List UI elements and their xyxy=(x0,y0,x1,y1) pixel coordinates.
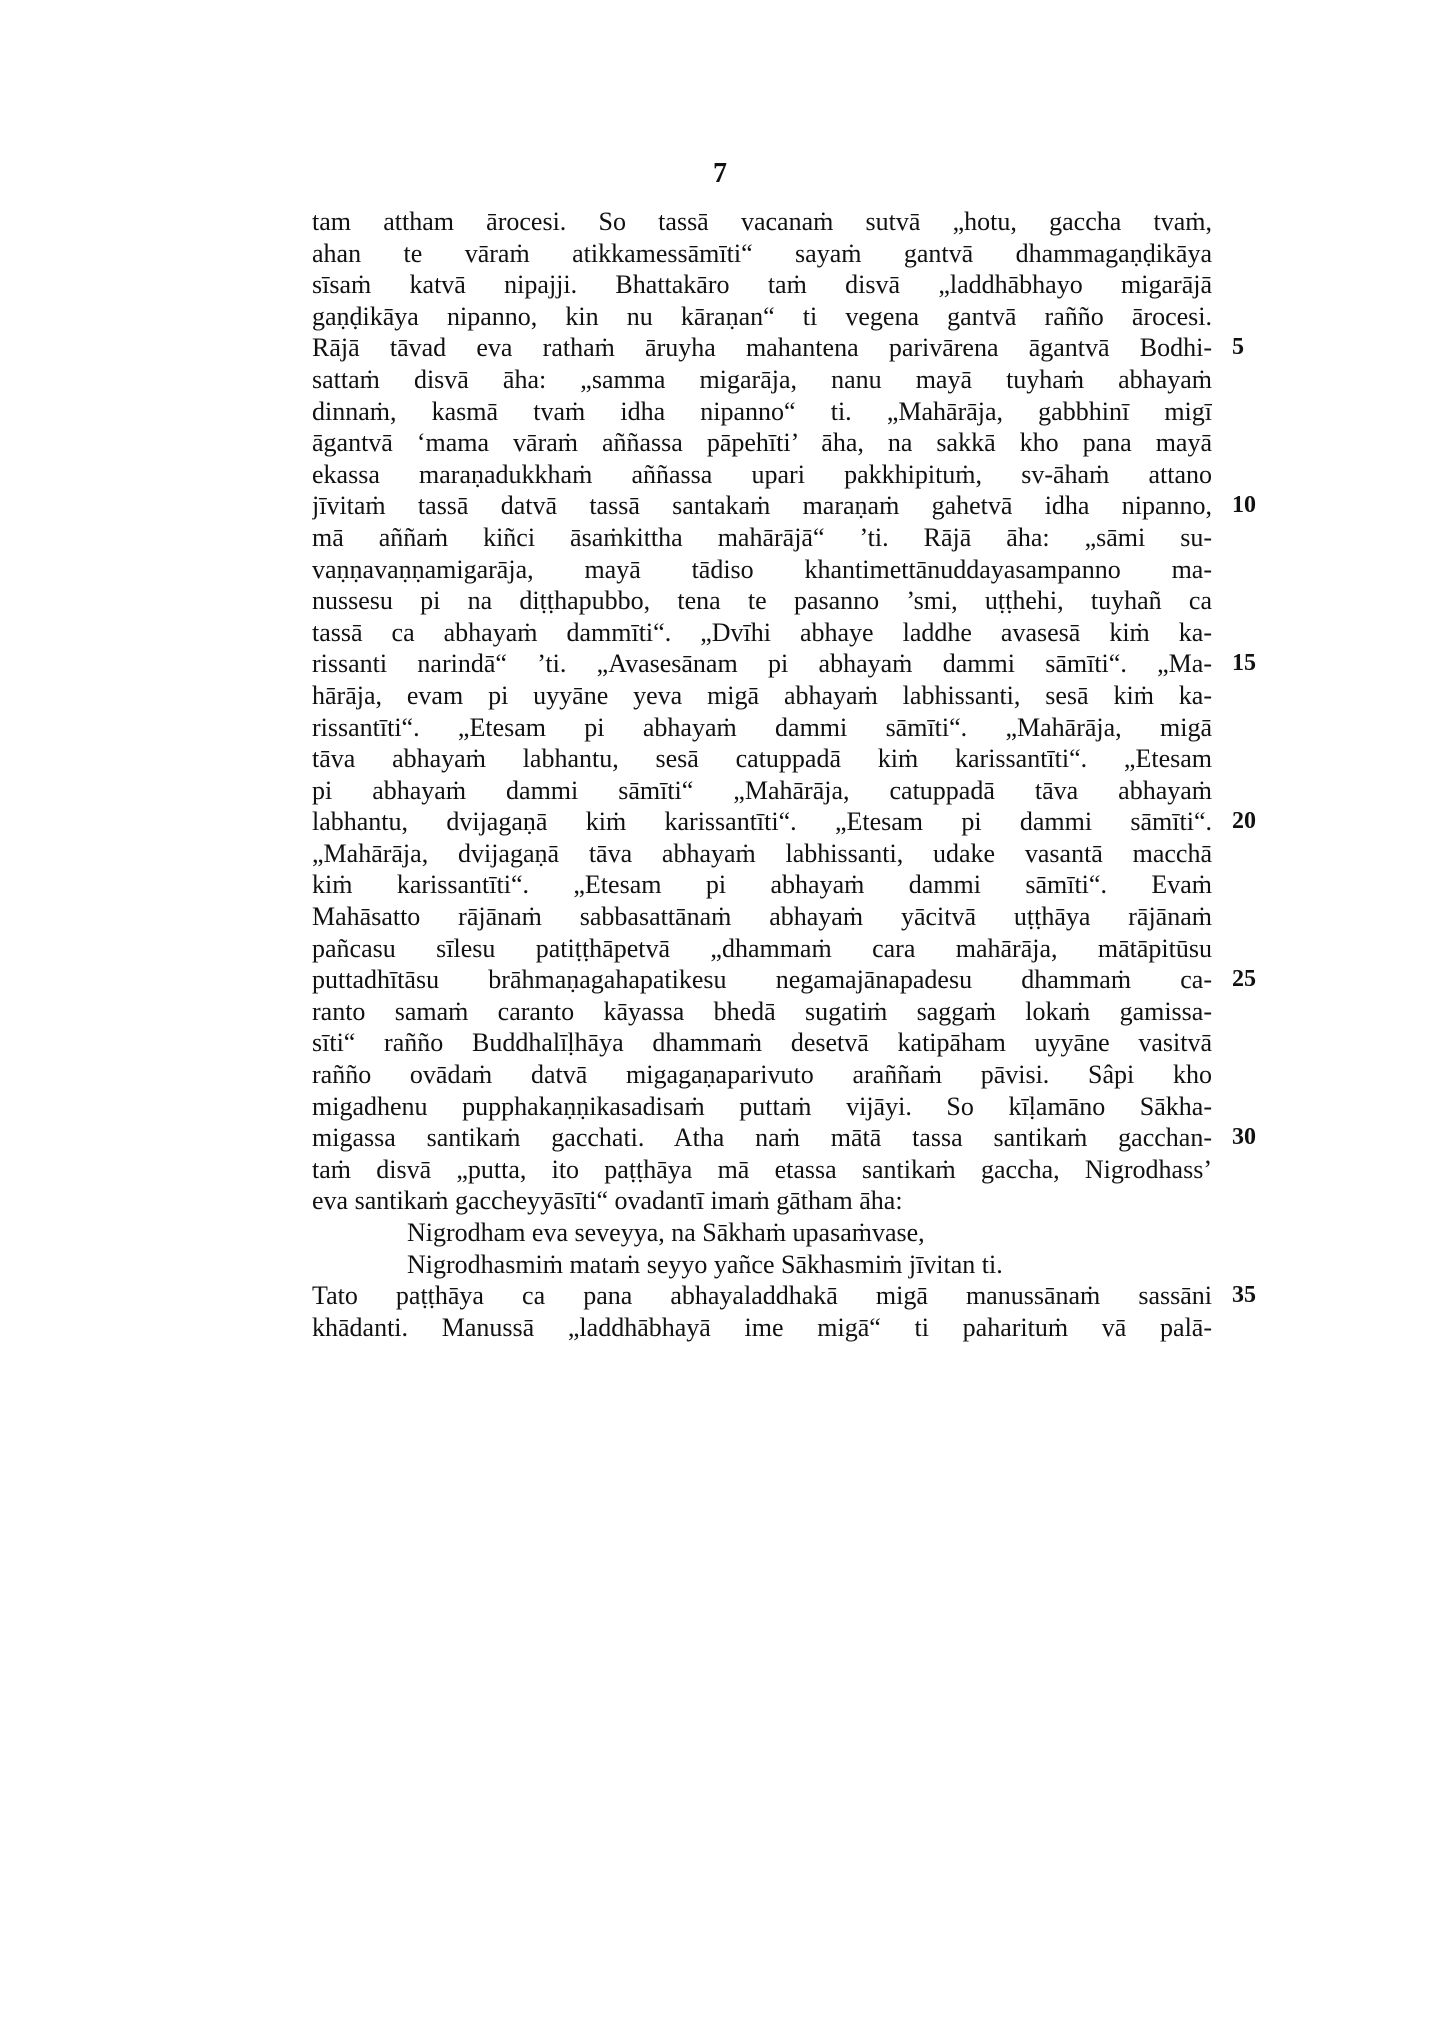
line-number: 35 xyxy=(1232,1282,1256,1309)
verse-line xyxy=(312,1249,1212,1281)
line-text: hārāja, evam pi uyyāne yeva migā abhayaṁ labhissanti, sesā kiṁ ka- xyxy=(312,680,1212,710)
line-number: 10 xyxy=(1232,492,1256,519)
text-line xyxy=(312,964,1256,996)
text-line xyxy=(312,269,1212,301)
line-text: pañcasu sīlesu patiṭṭhāpetvā „dhammaṁ cara mahārāja, mātāpitūsu xyxy=(312,933,1212,963)
line-text: nussesu pi na diṭṭhapubbo, tena te pasanno ’smi, uṭṭhehi, tuyhañ ca xyxy=(312,586,1212,616)
text-line xyxy=(312,554,1212,586)
text-line xyxy=(312,743,1212,775)
text-line xyxy=(312,1027,1212,1059)
text-line xyxy=(312,933,1212,965)
text-line xyxy=(312,427,1212,459)
text-line xyxy=(312,806,1256,838)
text-line xyxy=(312,838,1212,870)
line-text: rañño ovādaṁ datvā migagaṇaparivuto araññaṁ pāvisi. Sâpi kho xyxy=(312,1060,1212,1090)
text-line xyxy=(312,901,1212,933)
line-text: tassā ca abhayaṁ dammīti“. „Dvīhi abhaye laddhe avasesā kiṁ ka- xyxy=(312,617,1212,647)
line-text: taṁ disvā „putta, ito paṭṭhāya mā etassa santikaṁ gaccha, Nigrodhass’ xyxy=(312,1154,1212,1184)
text-line xyxy=(312,1185,1212,1217)
line-text: rissantīti“. „Etesam pi abhayaṁ dammi sāmīti“. „Mahārāja, migā xyxy=(312,712,1212,742)
line-text: kiṁ karissantīti“. „Etesam pi abhayaṁ dammi sāmīti“. Evaṁ xyxy=(312,870,1212,900)
line-text: puttadhītāsu brāhmaṇagahapatikesu negamajānapadesu dhammaṁ ca- xyxy=(312,965,1212,995)
line-text: tam attham ārocesi. So tassā vacanaṁ sutvā „hotu, gaccha tvaṁ, xyxy=(312,207,1212,236)
text-line xyxy=(312,522,1212,554)
line-text: migassa santikaṁ gacchati. Atha naṁ mātā tassa santikaṁ gacchan- xyxy=(312,1123,1212,1153)
line-text: Tato paṭṭhāya ca pana abhayaladdhakā migā manussānaṁ sassāni xyxy=(312,1281,1212,1311)
line-number: 20 xyxy=(1232,808,1256,835)
text-line xyxy=(312,712,1212,744)
line-text: pi abhayaṁ dammi sāmīti“ „Mahārāja, catuppadā tāva abhayaṁ xyxy=(312,775,1212,805)
line-number: 30 xyxy=(1232,1124,1256,1151)
line-text: Rājā tāvad eva rathaṁ āruyha mahantena parivārena āgantvā Bodhi- xyxy=(312,333,1212,363)
line-number: 5 xyxy=(1232,334,1244,361)
text-line xyxy=(312,1122,1256,1154)
body-text xyxy=(312,206,1256,1343)
line-text: eva santikaṁ gaccheyyāsīti“ ovadantī imaṁ gātham āha: xyxy=(312,1186,903,1216)
verse-line xyxy=(312,1217,1212,1249)
line-text: gaṇḍikāya nipanno, kin nu kāraṇan“ ti vegena gantvā rañño ārocesi. xyxy=(312,301,1212,331)
text-line xyxy=(312,996,1212,1028)
text-line xyxy=(312,1280,1256,1312)
text-line xyxy=(312,332,1244,364)
line-text: Nigrodham eva seveyya, na Sākhaṁ upasaṁvase, xyxy=(407,1218,925,1247)
text-line xyxy=(312,1091,1212,1123)
line-text: rissanti narindā“ ’ti. „Avasesānam pi abhayaṁ dammi sāmīti“. „Ma- xyxy=(312,649,1212,679)
line-text: sīsaṁ katvā nipajji. Bhattakāro taṁ disvā „laddhābhayo migarājā xyxy=(312,270,1212,300)
line-text: ahan te vāraṁ atikkamessāmīti“ sayaṁ gantvā dhammagaṇḍikāya xyxy=(312,238,1212,268)
line-text: sīti“ rañño Buddhalīḷhāya dhammaṁ desetvā katipāham uyyāne vasitvā xyxy=(312,1028,1212,1058)
line-text: migadhenu pupphakaṇṇikasadisaṁ puttaṁ vijāyi. So kīḷamāno Sākha- xyxy=(312,1091,1212,1121)
line-text: labhantu, dvijagaṇā kiṁ karissantīti“. „Etesam pi dammi sāmīti“. xyxy=(312,807,1212,837)
text-line xyxy=(312,775,1212,807)
text-line xyxy=(312,301,1212,333)
text-line xyxy=(312,1312,1212,1344)
text-line xyxy=(312,1059,1212,1091)
line-text: vaṇṇavaṇṇamigarāja, mayā tādiso khantimettānuddayasampanno ma- xyxy=(312,554,1212,584)
line-text: Mahāsatto rājānaṁ sabbasattānaṁ abhayaṁ yācitvā uṭṭhāya rājānaṁ xyxy=(312,902,1212,932)
text-line xyxy=(312,585,1212,617)
text-line xyxy=(312,206,1212,238)
page-number: 7 xyxy=(713,158,727,189)
line-text: ranto samaṁ caranto kāyassa bhedā sugatiṁ saggaṁ lokaṁ gamissa- xyxy=(312,996,1212,1026)
line-number: 25 xyxy=(1232,966,1256,993)
text-line xyxy=(312,1154,1212,1186)
text-line xyxy=(312,238,1212,270)
line-text: jīvitaṁ tassā datvā tassā santakaṁ maraṇaṁ gahetvā idha nipanno, xyxy=(312,491,1212,521)
line-text: tāva abhayaṁ labhantu, sesā catuppadā kiṁ karissantīti“. „Etesam xyxy=(312,744,1212,774)
text-line xyxy=(312,459,1212,491)
line-text: „Mahārāja, dvijagaṇā tāva abhayaṁ labhissanti, udake vasantā macchā xyxy=(312,838,1212,868)
line-text: Nigrodhasmiṁ mataṁ seyyo yañce Sākhasmiṁ jīvitan ti. xyxy=(407,1249,1003,1279)
text-line xyxy=(312,617,1212,649)
line-text: mā aññaṁ kiñci āsaṁkittha mahārājā“ ’ti. Rājā āha: „sāmi su- xyxy=(312,522,1212,552)
text-line xyxy=(312,869,1212,901)
text-line xyxy=(312,490,1256,522)
text-line xyxy=(312,396,1212,428)
line-text: khādanti. Manussā „laddhābhayā ime migā“ ti paharituṁ vā palā- xyxy=(312,1312,1212,1342)
text-line xyxy=(312,680,1212,712)
line-text: sattaṁ disvā āha: „samma migarāja, nanu mayā tuyhaṁ abhayaṁ xyxy=(312,364,1212,394)
text-line xyxy=(312,648,1256,680)
text-line xyxy=(312,364,1212,396)
line-number: 15 xyxy=(1232,650,1256,677)
line-text: ekassa maraṇadukkhaṁ aññassa upari pakkhipituṁ, sv-āhaṁ attano xyxy=(312,459,1212,489)
line-text: āgantvā ‘mama vāraṁ aññassa pāpehīti’ āha, na sakkā kho pana mayā xyxy=(312,428,1212,458)
line-text: dinnaṁ, kasmā tvaṁ idha nipanno“ ti. „Mahārāja, gabbhinī migī xyxy=(312,396,1212,426)
